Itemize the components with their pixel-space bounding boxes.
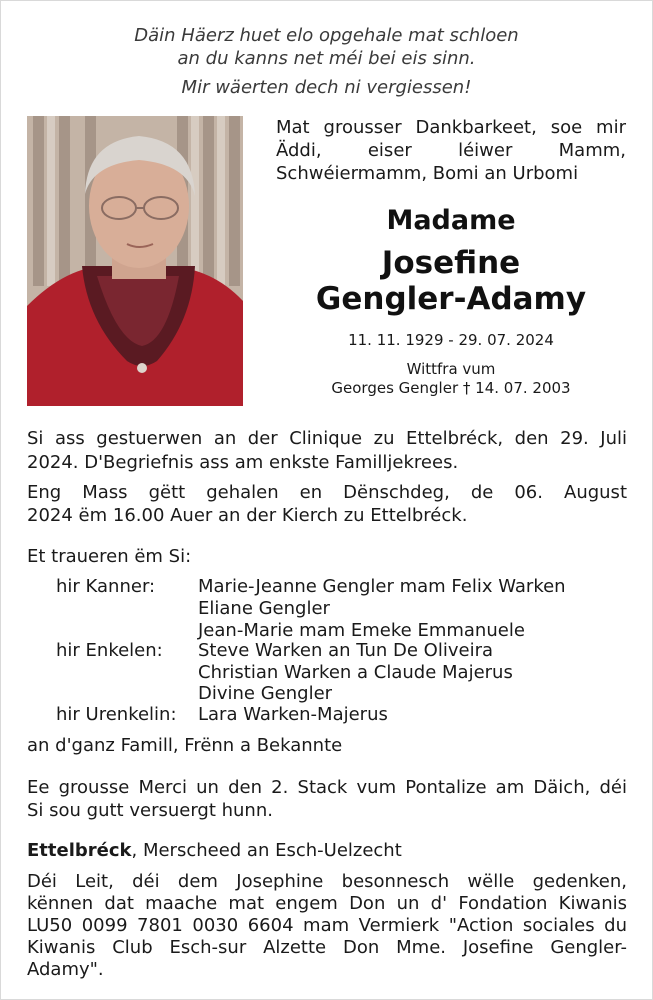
intro-line-2: Äddi, eiser léiwer Mamm, (276, 140, 626, 161)
children-label: hir Kanner: (56, 576, 156, 597)
child-3: Jean-Marie mam Emeke Emmanuele (198, 620, 525, 641)
poem-line-1: Däin Häerz huet elo opgehale mat schloen (134, 25, 519, 46)
death-notice-line-1: Si ass gestuerwen an der Clinique zu Ettelbréck, den 29. Juli (27, 428, 627, 449)
thanks-line-1: Ee grousse Merci un den 2. Stack vum Pontalize am Däich, déi (27, 777, 627, 798)
intro-line-1: Mat grousser Dankbarkeet, soe mir (276, 117, 626, 138)
donation-line-5: Adamy". (27, 959, 104, 980)
life-dates: 11. 11. 1929 - 29. 07. 2024 (348, 331, 554, 349)
great-grandchild-label: hir Urenkelin: (56, 704, 177, 725)
portrait-image (27, 116, 243, 406)
places-line (27, 840, 627, 862)
place-main: Ettelbréck (27, 840, 132, 861)
grandchild-2: Christian Warken a Claude Majerus (198, 662, 513, 683)
family-line: an d'ganz Famill, Frënn a Bekannte (27, 735, 343, 756)
mass-notice-line-2: 2024 ëm 16.00 Auer an der Kierch zu Ettelbréck. (27, 505, 468, 526)
first-name: Josefine (381, 245, 521, 281)
donation-line-2: kënnen dat maache mat engem Don un d' Fondation Kiwanis (27, 893, 627, 914)
intro-line-3: Schwéiermamm, Bomi an Urbomi (276, 163, 579, 184)
donation-line-3: LU50 0099 7801 0030 6604 mam Vermierk "Action sociales du (27, 915, 627, 936)
spouse-line: Georges Gengler † 14. 07. 2003 (331, 379, 571, 397)
great-grandchild: Lara Warken-Majerus (198, 704, 388, 725)
child-2: Eliane Gengler (198, 598, 330, 619)
donation-line-4: Kiwanis Club Esch-sur Alzette Don Mme. Josefine Gengler- (27, 937, 627, 958)
child-1: Marie-Jeanne Gengler mam Felix Warken (198, 576, 566, 597)
widow-of: Wittfra vum (406, 360, 496, 378)
death-notice-line-2: 2024. D'Begriefnis ass am enkste Familljekrees. (27, 452, 459, 473)
donation-line-1: Déi Leit, déi dem Josephine besonnesch wëlle gedenken, (27, 871, 627, 892)
salutation: Madame (386, 205, 516, 236)
thanks-line-2: Si sou gutt versuergt hunn. (27, 800, 273, 821)
grandchildren-label: hir Enkelen: (56, 640, 163, 661)
mourners-intro: Et traueren ëm Si: (27, 546, 192, 567)
place-rest: , Merscheed an Esch-Uelzecht (131, 840, 402, 861)
poem-line-2: an du kanns net méi bei eis sinn. (177, 48, 476, 69)
mass-notice-line-1: Eng Mass gëtt gehalen en Dënschdeg, de 06. August (27, 482, 627, 503)
poem-line-3: Mir wäerten dech ni vergiessen! (181, 77, 472, 98)
last-name: Gengler-Adamy (315, 281, 587, 317)
portrait-photo (27, 116, 243, 406)
grandchild-1: Steve Warken an Tun De Oliveira (198, 640, 494, 661)
grandchild-3: Divine Gengler (198, 683, 333, 704)
